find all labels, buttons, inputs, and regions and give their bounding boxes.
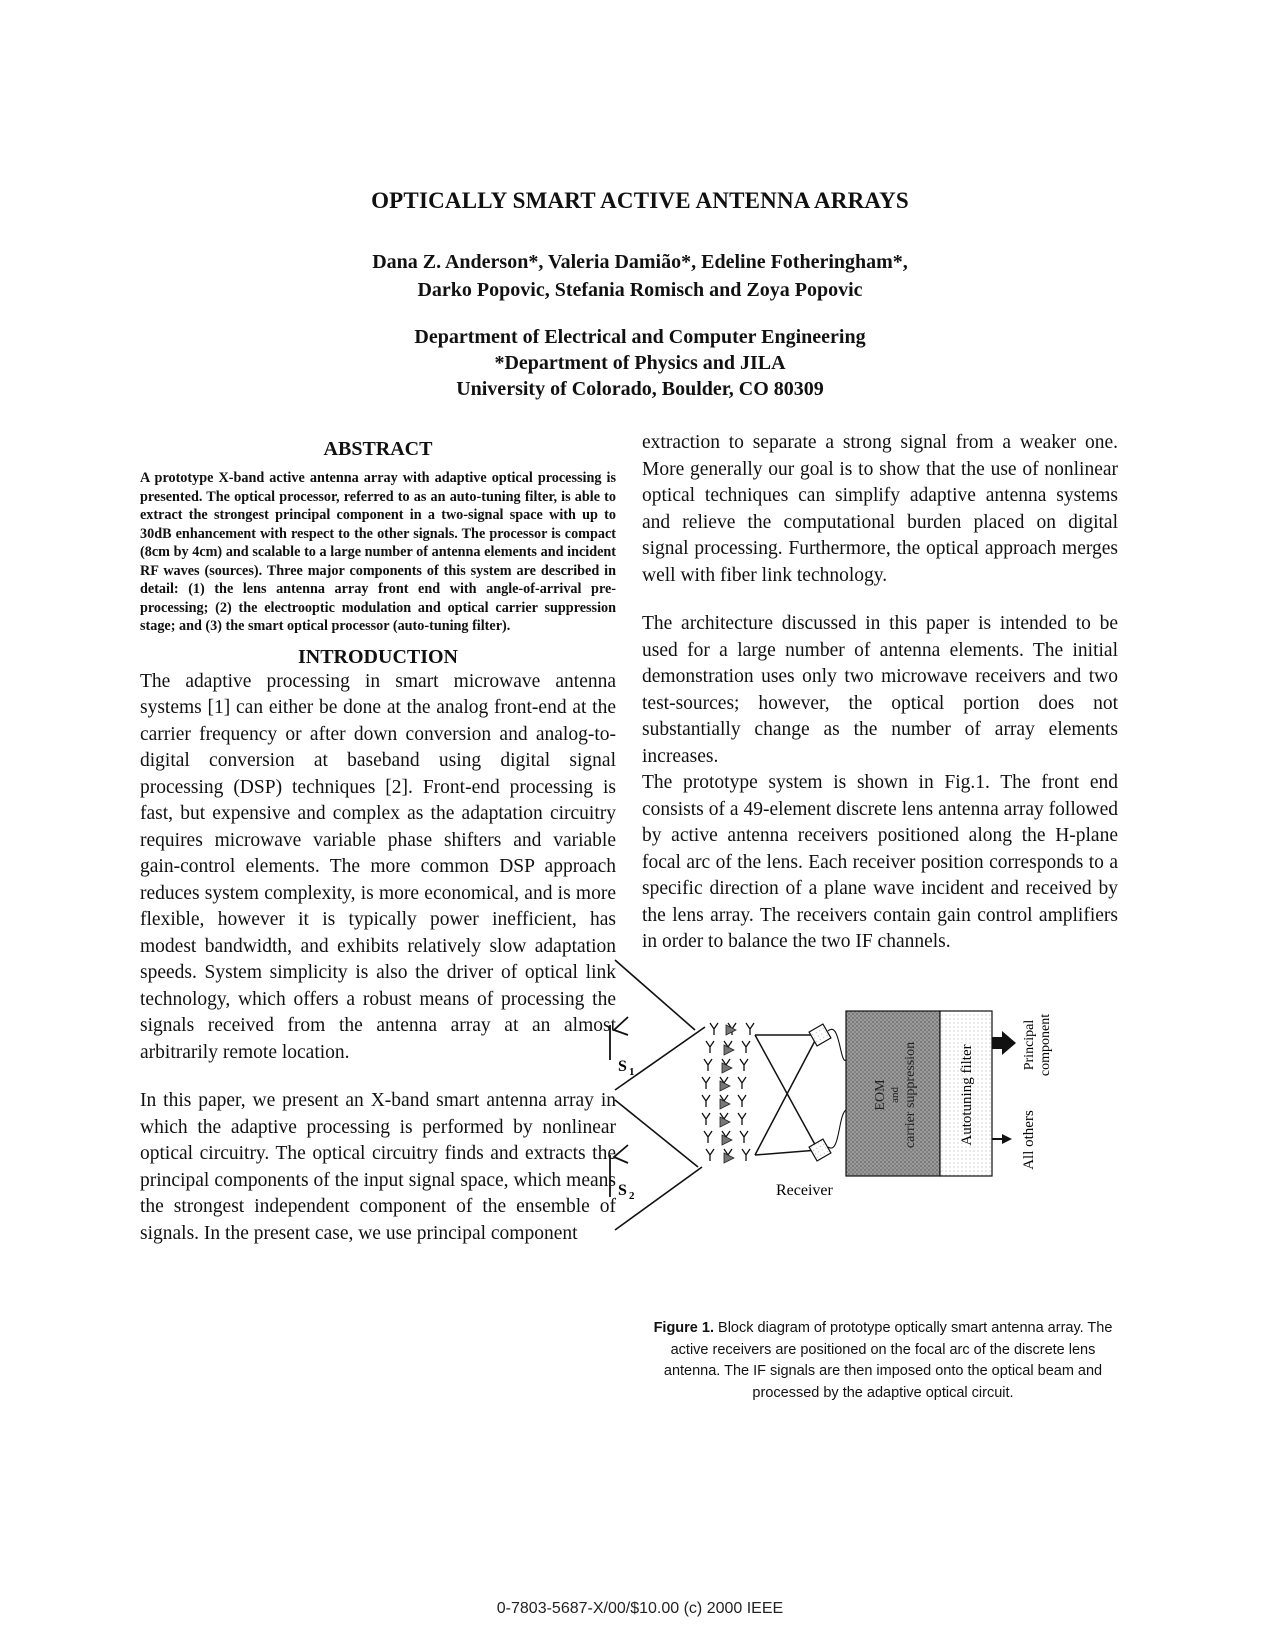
affiliation-line: University of Colorado, Boulder, CO 80309: [456, 378, 824, 400]
body-paragraph: The prototype system is shown in Fig.1. The front end consists of a 49-element discrete lens antenna array followed by active antenna receivers positioned along the H-plane focal arc of the lens. Each receiver position corresponds to a specific direction of a plane wave incident and received by the lens array. The receivers contain gain control amplifiers in order to balance the two IF channels.: [642, 772, 1118, 952]
abstract-text: A prototype X-band active antenna array with adaptive optical processing is presented. The optical processor, referred to as an auto-tuning filter, is able to extract the strongest principal component in a two-signal space with up to 30dB enhancement with respect to the other signals. The processor is compact (8cm by 4cm) and scalable to a large number of antenna elements and incident RF waves (sources). Three major components of this system are described in detail: (1) the lens antenna array front end with angle-of-arrival pre-processing; (2) the electrooptic modulation and optical carrier suppression stage; and (3) the smart optical processor (auto-tuning filter).: [140, 470, 616, 634]
figure-1-block-diagram: [618, 1005, 1120, 1290]
focal-rays: [755, 1035, 818, 1155]
receiver-2: [809, 1139, 831, 1161]
caption-label: Figure 1.: [653, 1320, 714, 1336]
principal-component-label: [1022, 1014, 1053, 1076]
source-s1-label: S: [618, 1058, 627, 1075]
body-paragraph: extraction to separate a strong signal from a weaker one. More generally our goal is to show that the use of nonlinear optical techniques can simplify adaptive antenna systems and relieve the computational burden placed on digital signal processing. Furthermore, the optical approach merges well with fiber link technology.: [642, 432, 1118, 586]
lens-antenna-array: [702, 1023, 754, 1163]
intro-paragraph: In this paper, we present an X-band smart antenna array in which the adaptive processing is performed by nonlinear optical circuitry. The optical circuitry finds and extracts the principal components of the input signal space, which means the strongest independent component of the ensemble of signals. In the present case, we use principal component: [140, 1090, 616, 1244]
autotuning-filter-label: Autotuning filter: [959, 1044, 975, 1146]
svg-text:Principal: Principal: [1022, 1019, 1037, 1071]
receiver-cables: [828, 1029, 846, 1148]
body-paragraph: The architecture discussed in this paper is intended to be used for a large number of antenna elements. The initial demonstration uses only two microwave receivers and two test-sources; however, the optical portion does not substantially change as the number of array elements increases.: [642, 613, 1118, 767]
svg-text:component: component: [1038, 1013, 1053, 1077]
abstract-heading: ABSTRACT: [323, 438, 433, 460]
eom-block: [846, 1011, 940, 1176]
block-diagram: [618, 1005, 1120, 1290]
svg-text:All others: All others: [1021, 1110, 1037, 1170]
affiliation-line: *Department of Physics and JILA: [494, 352, 786, 374]
paper-title: OPTICALLY SMART ACTIVE ANTENNA ARRAYS: [371, 188, 909, 213]
affiliation-line: Department of Electrical and Computer Engineering: [414, 326, 866, 348]
autotuning-filter-block: [940, 1011, 992, 1176]
eom-label-and: and: [889, 1087, 901, 1103]
right-column: [642, 430, 1118, 956]
source-s1-subscript: 1: [629, 1066, 635, 1078]
affiliation-block: [0, 324, 1280, 402]
carrier-suppression-label: carrier suppression: [903, 1041, 918, 1149]
figure-caption: [646, 1318, 1120, 1404]
receiver-label: Receiver: [776, 1182, 833, 1199]
caption-text: Block diagram of prototype optically smart antenna array. The active receivers are positioned on the focal arc of the discrete lens antenna. The IF signals are then imposed onto the optical beam and processed by the adaptive optical circuit.: [663, 1320, 1113, 1401]
author-line: Darko Popovic, Stefania Romisch and Zoya Popovic: [417, 279, 863, 301]
copyright-footer: 0-7803-5687-X/00/$10.00 (c) 2000 IEEE: [496, 1600, 784, 1617]
source-s2-label: S: [618, 1182, 627, 1199]
author-list: [0, 248, 1280, 304]
author-line: Dana Z. Anderson*, Valeria Damião*, Edeline Fotheringham*,: [372, 251, 908, 273]
source-s2-subscript: 2: [629, 1190, 635, 1202]
receiver-1: [809, 1024, 831, 1046]
all-others-label: [1021, 1110, 1037, 1170]
principal-output-arrow: [992, 1031, 1016, 1055]
others-output-arrow: [992, 1134, 1012, 1144]
eom-label: EOM: [873, 1079, 888, 1111]
introduction-heading: INTRODUCTION: [297, 645, 459, 668]
left-column: [140, 438, 616, 1247]
intro-paragraph: The adaptive processing in smart microwave antenna systems [1] can either be done at the analog front-end at the carrier frequency or after down conversion and analog-to-digital conversion at baseband using digital signal processing (DSP) techniques [2]. Front-end processing is fast, but expensive and complex as the adaptation circuitry requires microwave variable phase shifters and variable gain-control elements. The more common DSP approach reduces system complexity, is more economical, and is more flexible, however it is typically power inefficient, has modest bandwidth, and exhibits relatively slow adaptation speeds. System simplicity is also the driver of optical link technology, which offers a robust means of processing the signals received from the antenna array at an almost arbitrarily remote location.: [140, 670, 616, 1063]
